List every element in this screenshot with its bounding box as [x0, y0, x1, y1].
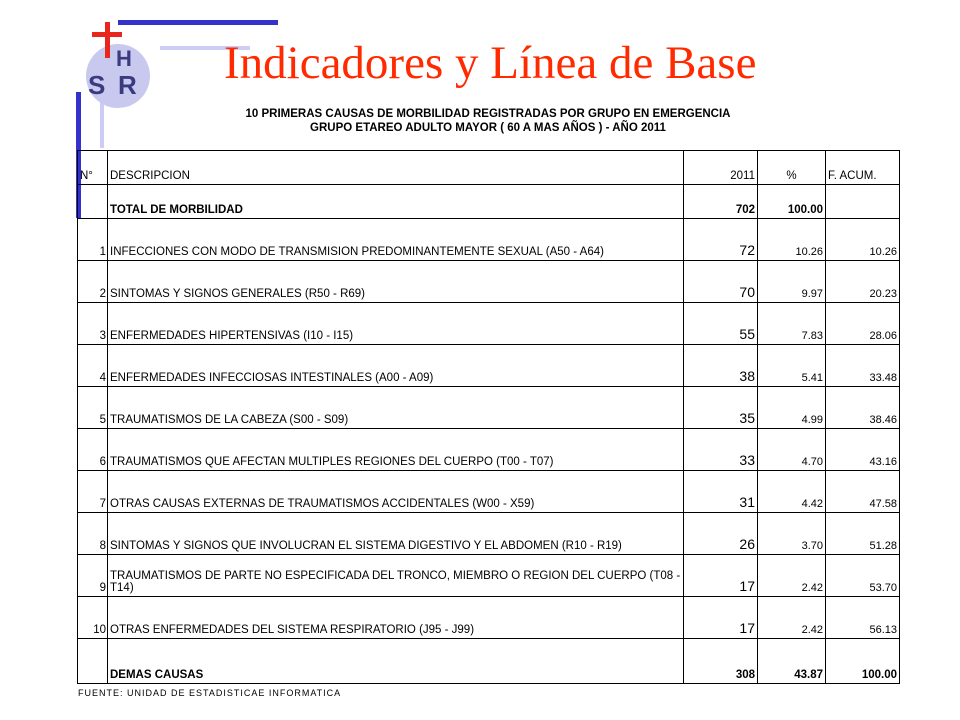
row-pct: 4.42 — [758, 471, 826, 513]
table-row — [78, 345, 900, 387]
logo-letter-s: S — [88, 70, 106, 100]
total-label: TOTAL DE MORBILIDAD — [108, 185, 684, 219]
row-description: OTRAS ENFERMEDADES DEL SISTEMA RESPIRATORIO (J95 - J99) — [108, 597, 684, 639]
row-value: 35 — [684, 387, 758, 429]
row-acum: 28.06 — [826, 303, 900, 345]
row-description: OTRAS CAUSAS EXTERNAS DE TRAUMATISMOS ACCIDENTALES (W00 - X59) — [108, 471, 684, 513]
morbidity-table — [77, 150, 900, 684]
page-title: Indicadores y Línea de Base — [224, 37, 757, 89]
row-number: 9 — [78, 555, 108, 597]
total-row — [78, 185, 900, 219]
table-row — [78, 597, 900, 639]
row-description: TRAUMATISMOS QUE AFECTAN MULTIPLES REGIONES DEL CUERPO (T00 - T07) — [108, 429, 684, 471]
table-subtitle-2: GRUPO ETAREO ADULTO MAYOR ( 60 A MAS AÑOS ) - AÑO 2011 — [310, 122, 666, 134]
header-descripcion: DESCRIPCION — [108, 151, 684, 185]
row-acum: 38.46 — [826, 387, 900, 429]
row-number: 3 — [78, 303, 108, 345]
table-row — [78, 555, 900, 597]
table-row — [78, 513, 900, 555]
row-pct: 2.42 — [758, 597, 826, 639]
row-description: SINTOMAS Y SIGNOS QUE INVOLUCRAN EL SISTEMA DIGESTIVO Y EL ABDOMEN (R10 - R19) — [108, 513, 684, 555]
row-number: 10 — [78, 597, 108, 639]
total-pct: 100.00 — [758, 185, 826, 219]
row-description: INFECCIONES CON MODO DE TRANSMISION PREDOMINANTEMENTE SEXUAL (A50 - A64) — [108, 219, 684, 261]
row-acum: 53.70 — [826, 555, 900, 597]
row-description: TRAUMATISMOS DE LA CABEZA (S00 - S09) — [108, 387, 684, 429]
others-row — [78, 639, 900, 684]
table-header-row — [78, 151, 900, 185]
table-row — [78, 261, 900, 303]
source-note: FUENTE: UNIDAD DE ESTADISTICAE INFORMATICA — [78, 688, 342, 698]
row-acum: 10.26 — [826, 219, 900, 261]
hospital-logo — [76, 18, 166, 110]
row-acum: 51.28 — [826, 513, 900, 555]
row-number: 7 — [78, 471, 108, 513]
row-value: 26 — [684, 513, 758, 555]
row-pct: 4.99 — [758, 387, 826, 429]
table-row — [78, 471, 900, 513]
row-number: N° — [78, 151, 108, 185]
row-pct: 7.83 — [758, 303, 826, 345]
total-n — [78, 185, 108, 219]
row-value: 17 — [684, 555, 758, 597]
row-number: 1 — [78, 219, 108, 261]
row-number: 4 — [78, 345, 108, 387]
row-pct: 10.26 — [758, 219, 826, 261]
row-acum: 43.16 — [826, 429, 900, 471]
table-row — [78, 219, 900, 261]
table-row — [78, 429, 900, 471]
total-value: 702 — [684, 185, 758, 219]
others-value: 308 — [684, 639, 758, 684]
table-subtitle-1: 10 PRIMERAS CAUSAS DE MORBILIDAD REGISTRADAS POR GRUPO EN EMERGENCIA — [245, 108, 731, 120]
others-n — [78, 639, 108, 684]
row-value: 55 — [684, 303, 758, 345]
row-number: 8 — [78, 513, 108, 555]
total-acum — [826, 185, 900, 219]
table-row — [78, 387, 900, 429]
row-pct: 5.41 — [758, 345, 826, 387]
row-number: 2 — [78, 261, 108, 303]
row-value: 72 — [684, 219, 758, 261]
row-value: 33 — [684, 429, 758, 471]
row-value: 31 — [684, 471, 758, 513]
header-acum: F. ACUM. — [826, 151, 900, 185]
row-description: ENFERMEDADES INFECCIOSAS INTESTINALES (A00 - A09) — [108, 345, 684, 387]
row-value: 70 — [684, 261, 758, 303]
header-year: 2011 — [684, 151, 758, 185]
others-pct: 43.87 — [758, 639, 826, 684]
row-number: 5 — [78, 387, 108, 429]
row-pct: 3.70 — [758, 513, 826, 555]
row-acum: 20.23 — [826, 261, 900, 303]
row-pct: 4.70 — [758, 429, 826, 471]
row-number: 6 — [78, 429, 108, 471]
row-description: SINTOMAS Y SIGNOS GENERALES (R50 - R69) — [108, 261, 684, 303]
others-label: DEMAS CAUSAS — [108, 639, 684, 684]
row-acum: 47.58 — [826, 471, 900, 513]
row-acum: 56.13 — [826, 597, 900, 639]
row-value: 17 — [684, 597, 758, 639]
row-description: ENFERMEDADES HIPERTENSIVAS (I10 - I15) — [108, 303, 684, 345]
row-pct: 9.97 — [758, 261, 826, 303]
logo-letter-r: R — [118, 70, 137, 100]
others-acum: 100.00 — [826, 639, 900, 684]
row-description: TRAUMATISMOS DE PARTE NO ESPECIFICADA DEL TRONCO, MIEMBRO O REGION DEL CUERPO (T08 - T14) — [108, 555, 684, 597]
row-pct: 2.42 — [758, 555, 826, 597]
row-acum: 33.48 — [826, 345, 900, 387]
table-row — [78, 303, 900, 345]
logo-letter-h: H — [116, 46, 132, 71]
header-pct: % — [758, 151, 826, 185]
row-value: 38 — [684, 345, 758, 387]
